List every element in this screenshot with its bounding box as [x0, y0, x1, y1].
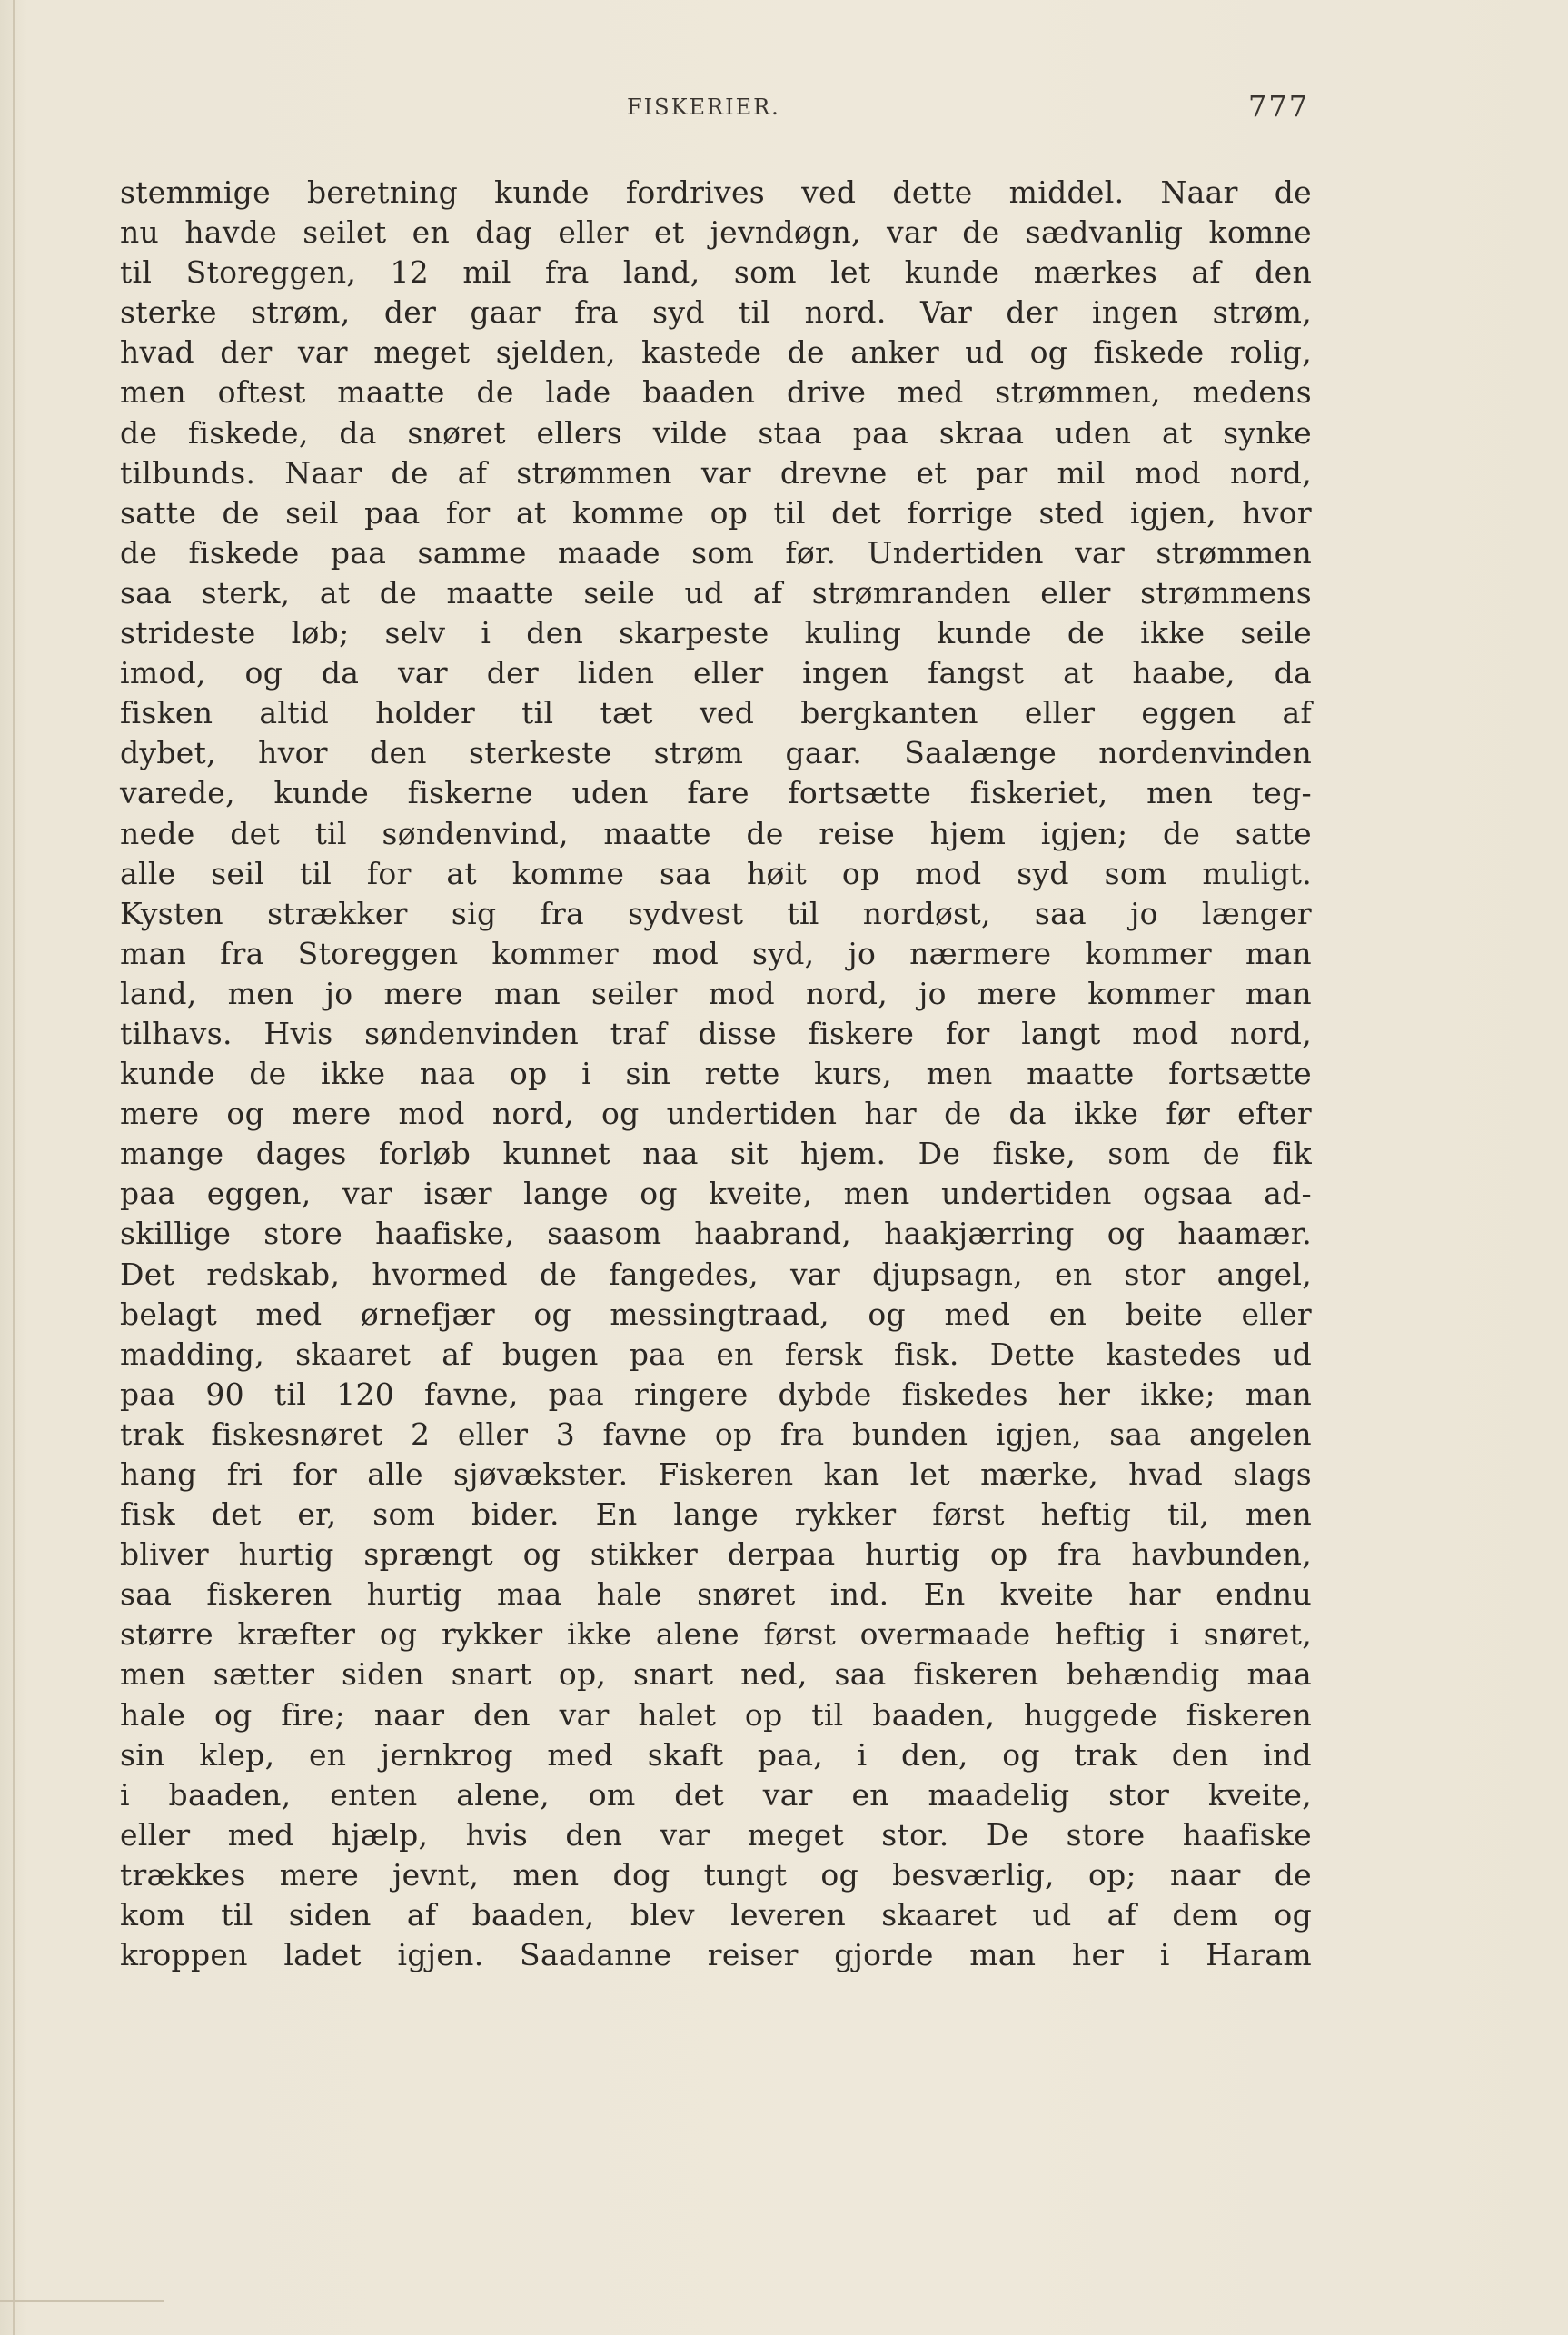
text-line: trækkes mere jevnt, men dog tungt og besværlig, op; naar de — [120, 1856, 1312, 1893]
text-line: men sætter siden snart op, snart ned, saa fiskeren behændig maa — [120, 1656, 1312, 1693]
running-title: FISKERIER. — [627, 94, 780, 120]
running-header — [0, 89, 1568, 125]
text-line: nu havde seilet en dag eller et jevndøgn, var de sædvanlig komne — [120, 214, 1312, 251]
text-line: mere og mere mod nord, og undertiden har de da ikke før efter — [120, 1096, 1312, 1132]
text-line: hale og fire; naar den var halet op til baaden, huggede fiskeren — [120, 1696, 1312, 1733]
text-line: Kysten strækker sig fra sydvest til nordøst, saa jo længer — [120, 895, 1312, 931]
text-line: man fra Storeggen kommer mod syd, jo nærmere kommer man — [120, 935, 1312, 971]
text-line: paa 90 til 120 favne, paa ringere dybde fiskedes her ikke; man — [120, 1376, 1312, 1412]
text-line: satte de seil paa for at komme op til det forrige sted igjen, hvor — [120, 494, 1312, 531]
body-text — [120, 173, 1312, 1975]
text-line: varede, kunde fiskerne uden fare fortsætte fiskeriet, men teg- — [120, 775, 1312, 811]
text-line: fisken altid holder til tæt ved bergkanten eller eggen af — [120, 695, 1312, 731]
text-line: nede det til søndenvind, maatte de reise hjem igjen; de satte — [120, 815, 1312, 851]
text-line: sterke strøm, der gaar fra syd til nord. Var der ingen strøm, — [120, 294, 1312, 331]
text-line: alle seil til for at komme saa høit op mod syd som muligt. — [120, 855, 1312, 891]
text-line: saa fiskeren hurtig maa hale snøret ind. En kveite har endnu — [120, 1576, 1312, 1613]
text-line: saa sterk, at de maatte seile ud af strømranden eller strømmens — [120, 574, 1312, 611]
binding-edge — [13, 0, 15, 2335]
text-line: tilhavs. Hvis søndenvinden traf disse fiskere for langt mod nord, — [120, 1015, 1312, 1051]
text-line: kunde de ikke naa op i sin rette kurs, men maatte fortsætte — [120, 1056, 1312, 1092]
text-line: strideste løb; selv i den skarpeste kuling kunde de ikke seile — [120, 615, 1312, 651]
text-line: de fiskede, da snøret ellers vilde staa paa skraa uden at synke — [120, 414, 1312, 451]
text-line: stemmige beretning kunde fordrives ved dette middel. Naar de — [120, 174, 1312, 210]
text-line: kom til siden af baaden, blev leveren skaaret ud af dem og — [120, 1897, 1312, 1933]
text-line: belagt med ørnefjær og messingtraad, og med en beite eller — [120, 1296, 1312, 1332]
page-edge-mark — [0, 2300, 164, 2302]
text-line: sin klep, en jernkrog med skaft paa, i den, og trak den ind — [120, 1736, 1312, 1773]
text-line: land, men jo mere man seiler mod nord, jo mere kommer man — [120, 975, 1312, 1011]
text-line: tilbunds. Naar de af strømmen var drevne et par mil mod nord, — [120, 454, 1312, 491]
text-line: men oftest maatte de lade baaden drive med strømmen, medens — [120, 374, 1312, 411]
text-line: hang fri for alle sjøvækster. Fiskeren kan let mærke, hvad slags — [120, 1456, 1312, 1492]
text-line: de fiskede paa samme maade som før. Undertiden var strømmen — [120, 534, 1312, 571]
text-line: eller med hjælp, hvis den var meget stor. De store haafiske — [120, 1816, 1312, 1853]
text-line: skillige store haafiske, saasom haabrand, haakjærring og haamær. — [120, 1216, 1312, 1252]
text-line: hvad der var meget sjelden, kastede de anker ud og fiskede rolig, — [120, 334, 1312, 371]
text-line: i baaden, enten alene, om det var en maadelig stor kveite, — [120, 1776, 1312, 1813]
text-line: bliver hurtig sprængt og stikker derpaa hurtig op fra havbunden, — [120, 1536, 1312, 1573]
text-line: dybet, hvor den sterkeste strøm gaar. Saalænge nordenvinden — [120, 735, 1312, 771]
text-line: mange dages forløb kunnet naa sit hjem. De fiske, som de fik — [120, 1136, 1312, 1172]
text-line: Det redskab, hvormed de fangedes, var djupsagn, en stor angel, — [120, 1256, 1312, 1292]
text-line: til Storeggen, 12 mil fra land, som let kunde mærkes af den — [120, 254, 1312, 291]
text-line: paa eggen, var især lange og kveite, men undertiden ogsaa ad- — [120, 1176, 1312, 1212]
text-line: imod, og da var der liden eller ingen fangst at haabe, da — [120, 655, 1312, 691]
text-line: større kræfter og rykker ikke alene først overmaade heftig i snøret, — [120, 1616, 1312, 1653]
page-number: 777 — [1248, 89, 1310, 124]
text-line: trak fiskesnøret 2 eller 3 favne op fra bunden igjen, saa angelen — [120, 1416, 1312, 1452]
text-line: fisk det er, som bider. En lange rykker først heftig til, men — [120, 1496, 1312, 1533]
text-line: kroppen ladet igjen. Saadanne reiser gjorde man her i Haram — [120, 1937, 1312, 1973]
text-line: madding, skaaret af bugen paa en fersk fisk. Dette kastedes ud — [120, 1336, 1312, 1372]
